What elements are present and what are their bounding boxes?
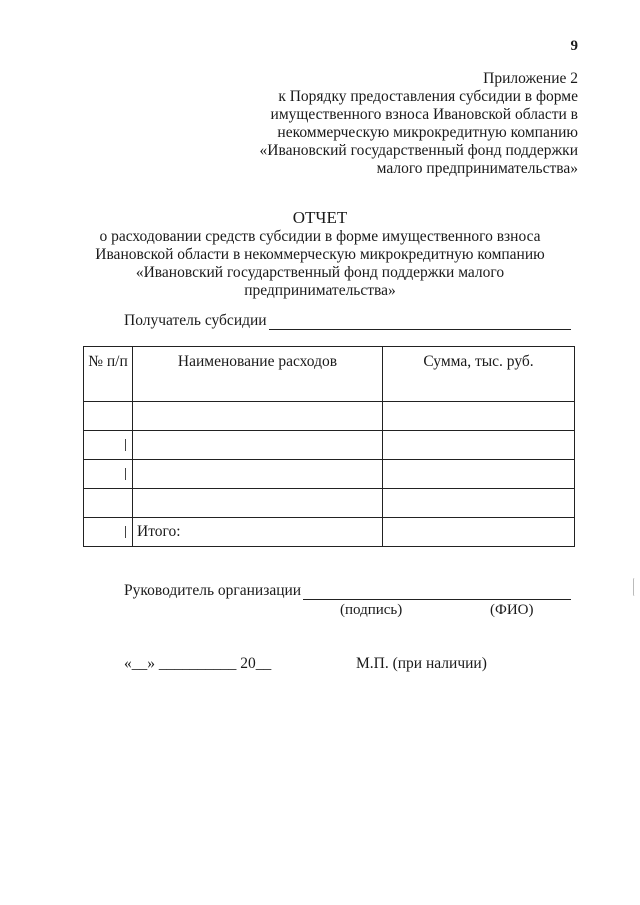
scan-edge-mark bbox=[633, 578, 636, 596]
table-row bbox=[84, 460, 575, 489]
scan-mark bbox=[125, 468, 126, 480]
appendix-line: «Ивановский государственный фонд поддержки bbox=[259, 142, 578, 159]
cell-name[interactable] bbox=[133, 489, 383, 518]
subtitle-line: о расходовании средств субсидии в форме имущественного взноса bbox=[99, 228, 541, 245]
appendix-header bbox=[238, 70, 578, 178]
table-row bbox=[84, 431, 575, 460]
recipient-blank-line[interactable] bbox=[269, 315, 571, 330]
cell-sum[interactable] bbox=[383, 489, 575, 518]
total-sum-cell[interactable] bbox=[383, 518, 575, 547]
signature-label: Руководитель организации bbox=[124, 582, 302, 599]
appendix-line: имущественного взноса Ивановской области в bbox=[270, 106, 578, 123]
appendix-line: некоммерческую микрокредитную компанию bbox=[277, 124, 578, 141]
cell-sum[interactable] bbox=[383, 431, 575, 460]
table-row bbox=[84, 489, 575, 518]
report-subtitle bbox=[60, 228, 580, 300]
page-number: 9 bbox=[570, 38, 578, 54]
cell-name[interactable] bbox=[133, 460, 383, 489]
cell-num[interactable] bbox=[84, 460, 133, 489]
cell-sum[interactable] bbox=[383, 460, 575, 489]
scan-mark bbox=[125, 526, 126, 538]
cell-num[interactable] bbox=[84, 431, 133, 460]
report-title: ОТЧЕТ bbox=[292, 208, 348, 227]
table-header-row bbox=[84, 347, 575, 402]
header-sum: Сумма, тыс. руб. bbox=[383, 347, 575, 402]
cell-num[interactable] bbox=[84, 402, 133, 431]
table-total-row bbox=[84, 518, 575, 547]
signature-hint: (подпись) bbox=[340, 602, 403, 618]
signature-blank-line[interactable] bbox=[303, 585, 571, 600]
cell-num[interactable] bbox=[84, 489, 133, 518]
subtitle-line: предпринимательства» bbox=[244, 282, 396, 299]
signature-field bbox=[124, 582, 571, 600]
appendix-line: малого предпринимательства» bbox=[376, 160, 578, 177]
cell-name[interactable] bbox=[133, 431, 383, 460]
scan-mark bbox=[125, 439, 126, 451]
subtitle-line: «Ивановский государственный фонд поддержки малого bbox=[135, 264, 505, 281]
expenses-table bbox=[83, 346, 575, 547]
cell-num[interactable] bbox=[84, 518, 133, 547]
appendix-line: Приложение 2 bbox=[483, 70, 578, 87]
stamp-label: М.П. (при наличии) bbox=[356, 655, 487, 672]
date-field[interactable]: «__» __________ 20__ bbox=[124, 655, 272, 672]
header-name: Наименование расходов bbox=[133, 347, 383, 402]
cell-sum[interactable] bbox=[383, 402, 575, 431]
cell-name[interactable] bbox=[133, 402, 383, 431]
recipient-label: Получатель субсидии bbox=[124, 312, 267, 329]
subtitle-line: Ивановской области в некоммерческую микрокредитную компанию bbox=[95, 246, 545, 263]
name-hint: (ФИО) bbox=[490, 602, 534, 618]
header-num: № п/п bbox=[84, 347, 133, 402]
appendix-line: к Порядку предоставления субсидии в форме bbox=[278, 88, 578, 105]
total-label: Итого: bbox=[133, 518, 383, 547]
recipient-field bbox=[124, 312, 571, 330]
table-row bbox=[84, 402, 575, 431]
